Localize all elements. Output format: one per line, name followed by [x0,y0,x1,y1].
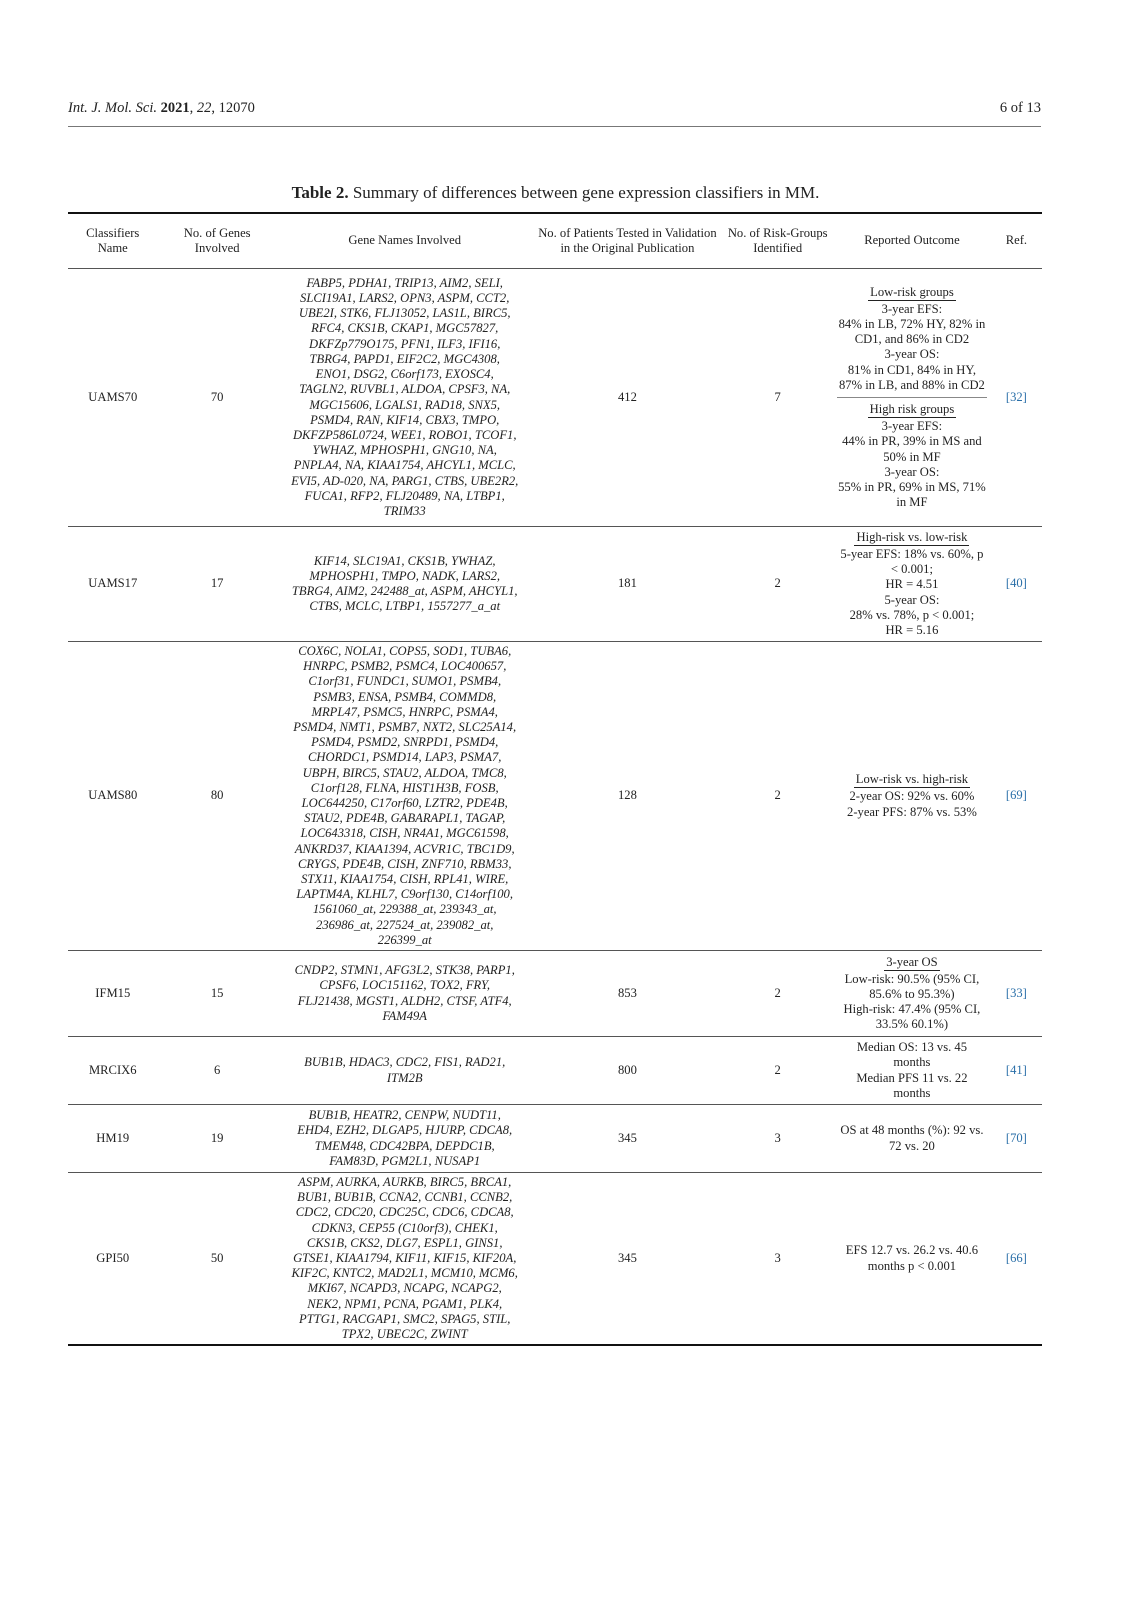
table-row [68,1037,1042,1105]
num-genes: 17 [158,527,277,642]
table-row [68,269,1042,527]
reference-link[interactable]: [41] [991,1037,1042,1105]
risk-groups: 2 [722,527,833,642]
classifier-name: HM19 [68,1105,158,1173]
table-row [68,642,1042,951]
risk-groups: 3 [722,1173,833,1346]
gene-names: CNDP2, STMN1, AFG3L2, STK38, PARP1, CPSF6, LOC151162, TOX2, FRY, FLJ21438, MGST1, ALDH2, CTSF, ATF4, FAM49A [277,951,533,1037]
reference-link[interactable]: [32] [991,269,1042,527]
reference-link[interactable]: [69] [991,642,1042,951]
num-genes: 70 [158,269,277,527]
gene-names: KIF14, SLC19A1, CKS1B, YWHAZ, MPHOSPH1, TMPO, NADK, LARS2, TBRG4, AIM2, 242488_at, ASPM, AHCYL1, CTBS, MCLC, LTBP1, 1557277_a_at [277,527,533,642]
outcome-line: 2-year OS: 92% vs. 60% [849,789,975,804]
classifier-name: GPI50 [68,1173,158,1346]
outcome-line: 5-year OS: [884,592,940,607]
classifier-name: UAMS70 [68,269,158,527]
journal-year: 2021 [160,100,190,116]
gene-names: ASPM, AURKA, AURKB, BIRC5, BRCA1, BUB1, BUB1B, CCNA2, CCNB1, CCNB2, CDC2, CDC20, CDC25C, CDC6, CDCA8, CDKN3, CEP55 (C10orf3), CHEK1, CKS1B, CKS2, DLG7, ESPL1, GINS1, GTSE1, KIAA1794, KIF11, KIF15, KIF20A, KIF2C, KNTC2, MAD2L1, MCM10, MCM6, MKI67, NCAPD3, NCAPG, NCAPG2, NEK2, NPM1, PCNA, PGAM1, PLK4, PTTG1, RACGAP1, SMC2, SPAG5, STIL, TPX2, UBEC2C, ZWINT [277,1173,533,1346]
table-header-row [68,213,1042,269]
col-header-name: Classifiers Name [68,213,158,269]
col-header-outcome: Reported Outcome [833,213,991,269]
reported-outcome [833,269,991,527]
patients-tested: 853 [533,951,723,1037]
outcome-divider [837,397,987,398]
gene-names: BUB1B, HDAC3, CDC2, FIS1, RAD21, ITM2B [277,1037,533,1105]
reported-outcome [833,1037,991,1105]
outcome-line: 44% in PR, 39% in MS and 50% in MF [842,434,982,464]
reference-link[interactable]: [70] [991,1105,1042,1173]
table-row [68,951,1042,1037]
patients-tested: 412 [533,269,723,527]
outcome-line: 55% in PR, 69% in MS, 71% in MF [838,480,986,510]
table-row [68,527,1042,642]
col-header-num-genes: No. of Genes Involved [158,213,277,269]
journal-citation: Int. J. Mol. Sci. 2021, 22, 12070 [68,100,255,116]
table-row [68,1105,1042,1173]
patients-tested: 800 [533,1037,723,1105]
reference-link[interactable]: [40] [991,527,1042,642]
col-header-risk-groups: No. of Risk-Groups Identified [722,213,833,269]
journal-abbrev: Int. J. Mol. Sci. [68,100,157,116]
outcome-line: OS at 48 months (%): 92 vs. 72 vs. 20 [840,1123,984,1153]
num-genes: 50 [158,1173,277,1346]
outcome-heading: Low-risk vs. high-risk [854,772,970,788]
col-header-ref: Ref. [991,213,1042,269]
risk-groups: 3 [722,1105,833,1173]
classifier-name: UAMS17 [68,527,158,642]
outcome-line: EFS 12.7 vs. 26.2 vs. 40.6 months p < 0.001 [845,1243,979,1273]
journal-volume: 22 [196,100,212,116]
outcome-line: 28% vs. 78%, p < 0.001; [849,607,975,622]
num-genes: 19 [158,1105,277,1173]
classifier-name: IFM15 [68,951,158,1037]
gene-names: FABP5, PDHA1, TRIP13, AIM2, SELI, SLCI19A1, LARS2, OPN3, ASPM, CCT2, UBE2I, STK6, FLJ13052, LAS1L, BIRC5, RFC4, CKS1B, CKAP1, MGC57827, DKFZp779O175, PFN1, ILF3, IFI16, TBRG4, PAPD1, EIF2C2, MGC4308, ENO1, DSG2, C6orf173, EXOSC4, TAGLN2, RUVBL1, ALDOA, CPSF3, NA, MGC15606, LGALS1, RAD18, SNX5, PSMD4, RAN, KIF14, CBX3, TMPO, DKFZP586L0724, WEE1, ROBO1, TCOF1, YWHAZ, MPHOSPH1, GNG10, NA, PNPLA4, NA, KIAA1754, AHCYL1, MCLC, EVI5, AD-020, NA, PARG1, CTBS, UBE2R2, FUCA1, RFP2, FLJ20489, NA, LTBP1, TRIM33 [277,269,533,527]
reported-outcome [833,642,991,951]
outcome-line: HR = 4.51 [885,577,939,592]
outcome-line: 81% in CD1, 84% in HY, 87% in LB, and 88% in CD2 [838,362,985,392]
gene-names: BUB1B, HEATR2, CENPW, NUDT11, EHD4, EZH2, DLGAP5, HJURP, CDCA8, TMEM48, CDC42BPA, DEPDC1B, FAM83D, PGM2L1, NUSAP1 [277,1105,533,1173]
article-number: 12070 [218,100,255,116]
num-genes: 80 [158,642,277,951]
patients-tested: 345 [533,1105,723,1173]
outcome-line: Median PFS 11 vs. 22 months [856,1070,968,1100]
outcome-line: 3-year OS: [884,464,940,479]
patients-tested: 128 [533,642,723,951]
col-header-patients: No. of Patients Tested in Validation in the Original Publication [533,213,723,269]
outcome-line: Median OS: 13 vs. 45 months [856,1040,968,1070]
classifier-name: UAMS80 [68,642,158,951]
outcome-line: 3-year EFS: [881,301,943,316]
outcome-line: 5-year EFS: 18% vs. 60%, p < 0.001; [840,546,984,577]
gene-names: COX6C, NOLA1, COPS5, SOD1, TUBA6, HNRPC, PSMB2, PSMC4, LOC400657, C1orf31, FUNDC1, SUMO1, PSMB4, PSMB3, ENSA, PSMB4, COMMD8, MRPL47, PSMC5, HNRPC, PSMA4, PSMD4, NMT1, PSMB7, NXT2, SLC25A14, PSMD4, PSMD2, SNRPD1, PSMD4, CHORDC1, PSMD14, LAP3, PSMA7, UBPH, BIRC5, STAU2, ALDOA, TMC8, C1orf128, FLNA, HIST1H3B, FOSB, LOC644250, C17orf60, LZTR2, PDE4B, STAU2, PDE4B, GABARAPL1, TAGAP, LOC643318, CISH, NR4A1, MGC61598, ANKRD37, KIAA1394, ACVR1C, TBC1D9, CRYGS, PDE4B, CISH, ZNF710, RBM33, STX11, KIAA1754, CISH, RPL41, WIRE, LAPTM4A, KLHL7, C9orf130, C14orf100, 1561060_at, 229388_at, 239343_at, 236986_at, 227524_at, 239082_at, 226399_at [277,642,533,951]
outcome-heading: Low-risk groups [868,285,956,301]
outcome-line: 3-year EFS: [881,419,943,434]
reported-outcome [833,1105,991,1173]
outcome-line: 2-year PFS: 87% vs. 53% [847,804,977,819]
outcome-line: 3-year OS: [884,347,940,362]
page-number: 6 of 13 [999,100,1041,116]
risk-groups: 7 [722,269,833,527]
risk-groups: 2 [722,951,833,1037]
risk-groups: 2 [722,1037,833,1105]
table-caption [0,183,1111,203]
table-caption-text: Summary of differences between gene expression classifiers in MM. [352,183,820,202]
table-label: Table 2. [291,183,349,202]
outcome-heading: High risk groups [868,402,957,418]
num-genes: 15 [158,951,277,1037]
outcome-line: 84% in LB, 72% HY, 82% in CD1, and 86% in CD2 [838,316,986,347]
num-genes: 6 [158,1037,277,1105]
outcome-heading: 3-year OS [884,955,939,971]
table-row [68,1173,1042,1346]
reference-link[interactable]: [66] [991,1173,1042,1346]
reported-outcome [833,527,991,642]
reported-outcome [833,1173,991,1346]
classifiers-table [68,212,1042,1346]
outcome-line: HR = 5.16 [885,623,939,637]
running-header [68,98,1041,127]
patients-tested: 181 [533,527,723,642]
classifier-name: MRCIX6 [68,1037,158,1105]
outcome-line: High-risk: 47.4% (95% CI, 33.5% 60.1%) [843,1002,981,1032]
patients-tested: 345 [533,1173,723,1346]
reported-outcome [833,951,991,1037]
reference-link[interactable]: [33] [991,951,1042,1037]
outcome-line: Low-risk: 90.5% (95% CI, 85.6% to 95.3%) [844,971,980,1001]
col-header-gene-names: Gene Names Involved [277,213,533,269]
risk-groups: 2 [722,642,833,951]
outcome-heading: High-risk vs. low-risk [854,530,969,546]
